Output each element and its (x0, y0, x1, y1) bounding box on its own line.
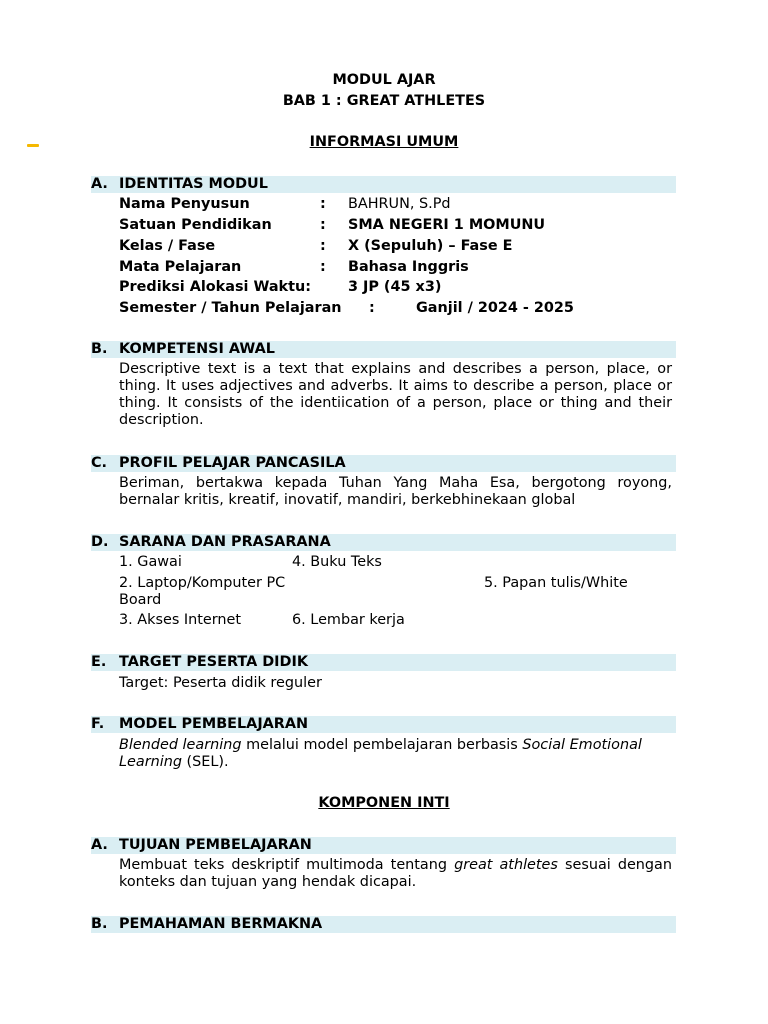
section-target-heading: E. TARGET PESERTA DIDIK (91, 654, 308, 670)
list-item: 5. Papan tulis/White (484, 575, 628, 591)
tujuan-text: Membuat teks deskriptif multimoda tentang great athletes sesuai dengan konteks dan tujuan yang hendak dicapai. (119, 857, 672, 890)
info-heading: INFORMASI UMUM (309, 134, 459, 150)
list-item: 6. Lembar kerja (292, 612, 405, 628)
section-kompetensi-heading: B. KOMPETENSI AWAL (91, 341, 275, 357)
list-item: Board (119, 592, 162, 608)
section-identitas-heading: A. IDENTITAS MODUL (91, 176, 268, 192)
list-item: 3. Akses Internet (119, 612, 242, 628)
components-heading: KOMPONEN INTI (318, 795, 450, 811)
section-profil-heading: C. PROFIL PELAJAR PANCASILA (91, 455, 346, 471)
section-model-heading: F. MODEL PEMBELAJARAN (91, 716, 309, 732)
list-item: 2. Laptop/Komputer PC (119, 575, 286, 591)
model-text: Blended learning melalui model pembelajaran berbasis Social Emotional Learning (SEL). (119, 737, 642, 770)
profil-text: Beriman, bertakwa kepada Tuhan Yang Maha Esa, bergotong royong, bernalar kritis, kreatif, inovatif, mandiri, berkebhinekaan global (119, 475, 672, 508)
section-sarana-heading: D. SARANA DAN PRASARANA (91, 534, 331, 550)
section-tujuan-heading: A. TUJUAN PEMBELAJARAN (91, 837, 312, 853)
document-subtitle: BAB 1 : GREAT ATHLETES (282, 93, 486, 109)
list-item: 1. Gawai (119, 554, 182, 570)
document-title: MODUL AJAR (332, 72, 436, 88)
document-page: MODUL AJAR BAB 1 : GREAT ATHLETES INFORMASI UMUM A. IDENTITAS MODUL Nama Penyusun : BAHRUN, S.Pd Satuan Pendidikan : SMA NEGERI 1 MOMUNU Kelas / Fase : X (Sepuluh) – Fase E Mata Pelajaran : Bahasa Inggris Prediksi Alokasi Waktu: 3 JP (45 x3) Semester / Tahun Pelajaran : Ganjil / 2024 - 2025 B. KOMPETENSI AWAL Descriptive text is a text that explains and describes a person, place, or thing. It uses adjectives and adverbs. It aims to describe a person, place or thing. It consists of the identiication of a person, place or thing and their description. C. PROFIL PELAJAR PANCASILA Beriman, bertakwa kepada Tuhan Yang Maha Esa, bergotong royong, bernalar kritis, kreatif, inovatif, mandiri, berkebhinekaan global D. SARANA DAN PRASARANA 1. Gawai 4. Buku Teks 2. Laptop/Komputer PC 5. Papan tulis/White Board 3. Akses Internet 6. Lembar kerja E. TARGET PESERTA DIDIK Target: Peserta didik reguler F. MODEL PEMBELAJARAN Blended learning melalui model pembelajaran berbasis Social Emotional Learning (SEL). KOMPONEN INTI A. TUJUAN PEMBELAJARAN Membuat teks deskriptif multimoda tentang great athletes sesuai dengan konteks dan tujuan yang hendak dicapai. B. PEMAHAMAN BERMAKNA (0, 0, 768, 1024)
target-text: Target: Peserta didik reguler (119, 675, 322, 691)
section-pemahaman-heading: B. PEMAHAMAN BERMAKNA (91, 916, 323, 932)
kompetensi-text: Descriptive text is a text that explains and describes a person, place, or thing. It uses adjectives and adverbs. It aims to describe a person, place or thing. It consists of the identiication of a person, place or thing and their description. (119, 361, 672, 428)
list-item: 4. Buku Teks (292, 554, 382, 570)
